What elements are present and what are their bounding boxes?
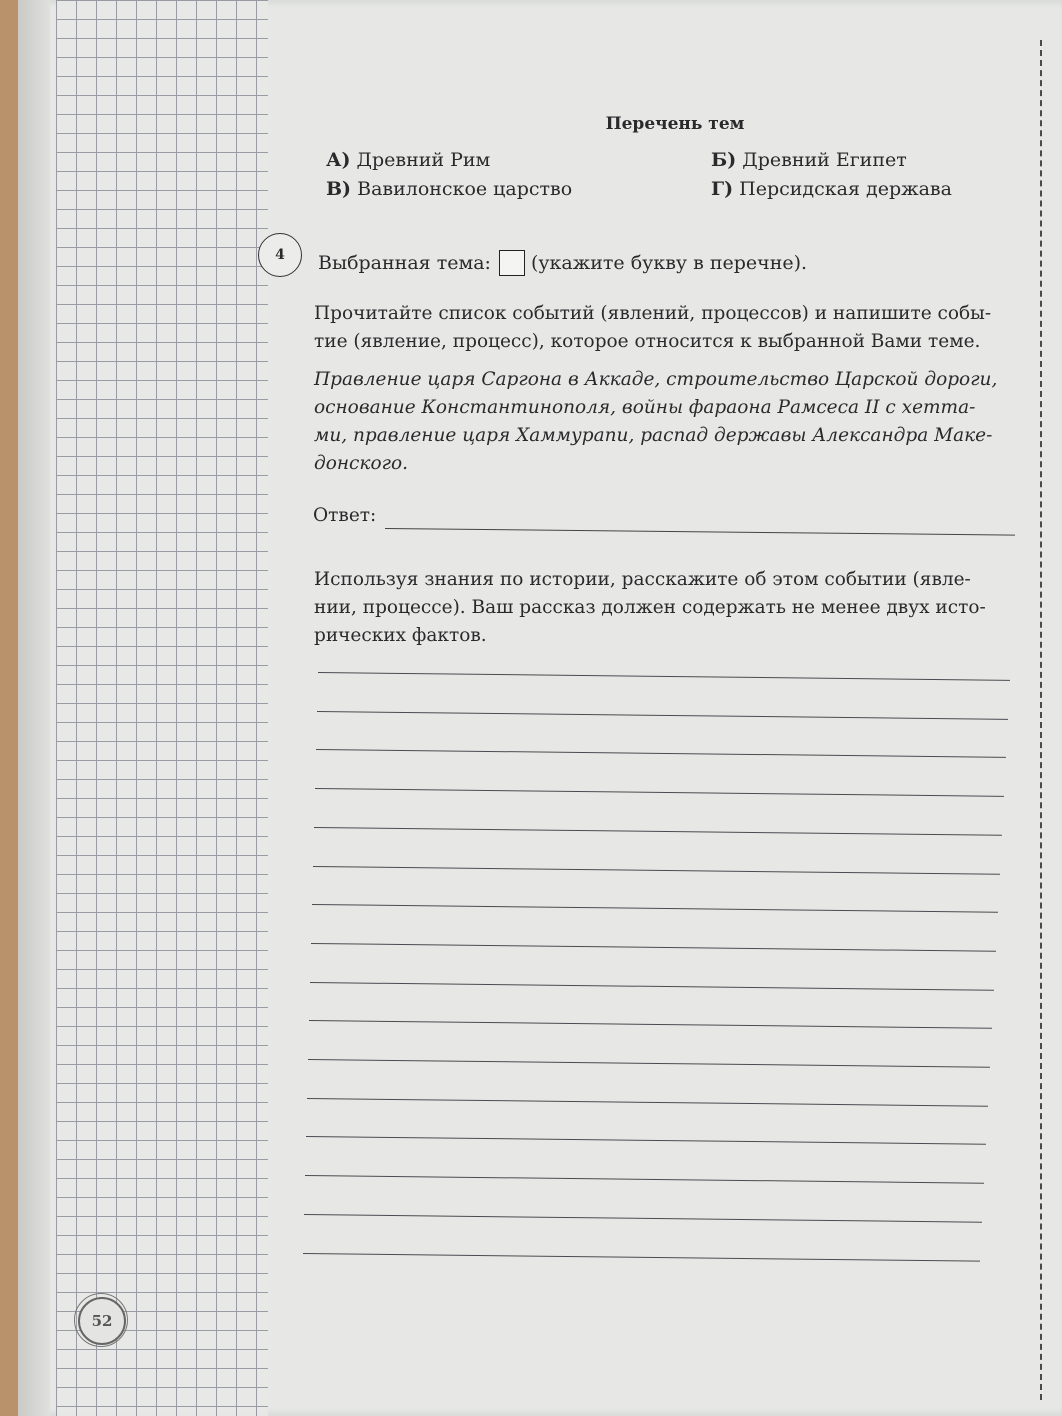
chosen-topic-row (318, 250, 807, 276)
topic-name: Древний Рим (356, 149, 491, 171)
topic-letter: В) (326, 178, 352, 200)
topic-letter: Б) (711, 149, 737, 171)
task-instruction-2 (314, 566, 1026, 650)
page-edge (18, 0, 50, 1416)
topic-name: Персидская держава (739, 178, 952, 200)
topic-letter: А) (326, 149, 351, 171)
text-line: нии, процессе). Ваш рассказ должен содержать не менее двух исто- (314, 597, 986, 618)
topic-v (326, 178, 572, 200)
text-line: Используя знания по истории, расскажите об этом событии (явле- (314, 569, 971, 590)
text-line: рических фактов. (314, 625, 487, 646)
cut-line (1040, 40, 1042, 1400)
text-line: донского. (314, 453, 408, 474)
answer-label: Ответ: (313, 505, 377, 526)
question-number: 4 (258, 233, 302, 277)
task-instruction-1 (314, 300, 1026, 356)
text-line: ми, правление царя Хаммурапи, распад державы Александра Маке- (314, 425, 993, 446)
text-line: Прочитайте список событий (явлений, процессов) и напишите собы- (314, 303, 992, 324)
topic-name: Вавилонское царство (357, 178, 573, 200)
topic-g (711, 178, 952, 200)
text-line: Правление царя Саргона в Аккаде, строительство Царской дороги, (314, 369, 998, 390)
page-number: 52 (78, 1297, 126, 1345)
text-line: основание Константинополя, войны фараона Рамсеса II с хетта- (314, 397, 976, 418)
worksheet-page (18, 0, 1062, 1416)
chosen-topic-label: Выбранная тема: (318, 252, 491, 274)
section-title: Перечень тем (605, 114, 745, 134)
topic-name: Древний Египет (742, 149, 907, 171)
topic-b (711, 149, 907, 171)
chosen-topic-hint: (укажите букву в перечне). (530, 252, 808, 274)
events-list (314, 366, 1026, 478)
topic-letter: Г) (711, 178, 734, 200)
topic-a (326, 149, 490, 171)
topic-letter-box[interactable] (499, 250, 525, 276)
text-line: тие (явление, процесс), которое относится к выбранной Вами теме. (314, 331, 981, 352)
grid-margin (56, 0, 268, 1416)
